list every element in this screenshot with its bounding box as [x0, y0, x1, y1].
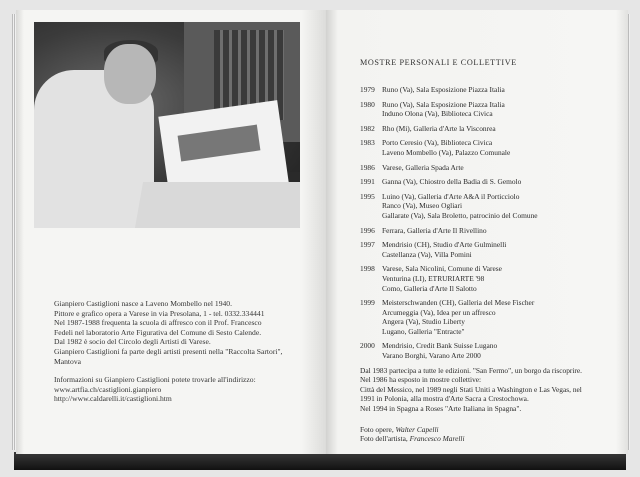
exhibition-venue: Mendrisio, Credit Bank Suisse Lugano [382, 341, 498, 351]
note-line: Dal 1983 partecipa a tutte le edizioni. "San Fermo", un borgo da riscoprire. [360, 365, 583, 375]
exhibition-entry [360, 177, 622, 187]
photo-credits [360, 425, 622, 444]
exhibition-year: 1983 [360, 138, 375, 148]
exhibitions-heading: MOSTRE PERSONALI E COLLETTIVE [360, 58, 517, 67]
exhibition-entry [360, 298, 622, 336]
exhibition-venue: Runo (Va), Sala Esposizione Piazza Italia [382, 85, 505, 94]
exhibition-entry [360, 264, 622, 293]
exhibition-year: 1991 [360, 177, 375, 187]
exhibition-entry [360, 226, 622, 236]
exhibition-notes [360, 366, 622, 414]
exhibition-venue: Varese, Galleria Spada Arte [382, 162, 464, 172]
exhibition-venue: Laveno Mombello (Va), Palazzo Comunale [382, 147, 511, 157]
exhibition-venue: Gallarate (Va), Sala Broletto, patrocinio del Comune [382, 210, 538, 220]
exhibition-venue: Angera (Va), Studio Liberty [382, 317, 465, 327]
exhibition-venue: Meisterschwanden (CH), Galleria del Mese Fischer [382, 298, 535, 308]
exhibition-entry [360, 85, 622, 95]
exhibition-venue: Runo (Va), Sala Esposizione Piazza Italia [382, 99, 505, 109]
exhibition-entry [360, 192, 622, 221]
note-line: Nel 1986 ha esposto in mostre collettive: [360, 375, 482, 385]
info-line: Informazioni su Gianpiero Castiglioni potete trovarle all'indirizzo: [54, 375, 256, 385]
credit-artist: Foto dell'artista, Francesco Marelli [360, 434, 465, 444]
artist-photo [34, 22, 300, 228]
exhibition-venue: Varese, Sala Nicolini, Comune di Varese [382, 264, 502, 274]
exhibition-venue: Lugano, Galleria "Entracte" [382, 326, 465, 336]
exhibition-entry [360, 240, 622, 259]
exhibition-year: 1995 [360, 191, 375, 201]
note-line: Città del Messico, nel 1989 negli Stati Uniti a Washington e Las Vegas, nel [360, 384, 582, 394]
exhibition-entry [360, 100, 622, 119]
exhibition-venue: Arcumeggia (Va), Idea per un affresco [382, 307, 496, 317]
exhibition-venue: Ferrara, Galleria d'Arte Il Rivellino [382, 225, 487, 235]
exhibition-venue: Ranco (Va), Museo Ogliari [382, 201, 463, 211]
artist-bio [54, 299, 316, 404]
bio-line: Nel 1987-1988 frequenta la scuola di affresco con il Prof. Francesco [54, 318, 262, 328]
info-link: http://www.caldarelli.it/castiglioni.htm [54, 394, 172, 404]
note-line: Nel 1994 in Spagna a Roses "Arte Italiana in Spagna". [360, 404, 522, 414]
bio-line: Gianpiero Castiglioni fa parte degli artisti presenti nella "Raccolta Sartori", [54, 346, 283, 356]
exhibition-venue: Rho (Mi), Galleria d'Arte la Visconrea [382, 123, 496, 133]
exhibition-year: 1979 [360, 85, 375, 94]
exhibition-year: 1996 [360, 225, 375, 235]
book-shadow [14, 452, 626, 470]
bio-line: Fedeli nel laboratorio Arte Figurativa del Comune di Sesto Calende. [54, 327, 262, 337]
exhibition-year: 1980 [360, 99, 375, 109]
exhibition-entry [360, 138, 622, 157]
exhibition-venue: Induno Olona (Va), Biblioteca Civica [382, 109, 493, 119]
exhibition-venue: Mendrisio (CH), Studio d'Arte Gulminelli [382, 240, 507, 250]
exhibition-entry [360, 341, 622, 360]
exhibition-entry [360, 124, 622, 134]
exhibition-venue: Ganna (Va), Chiostro della Badia di S. Gemolo [382, 177, 522, 187]
exhibition-venue: Como, Galleria d'Arte Il Salotto [382, 283, 477, 293]
exhibition-entry [360, 163, 622, 173]
credit-works: Foto opere, Walter Capelli [360, 424, 439, 434]
note-line: 1991 in Polonia, alla mostra d'Arte Sacra a Crestochowa. [360, 394, 529, 404]
bio-line: Pittore e grafico opera a Varese in via Presolana, 1 - tel. 0332.334441 [54, 308, 265, 318]
bio-line: Gianpiero Castiglioni nasce a Laveno Mombello nel 1940. [54, 299, 232, 308]
exhibition-year: 1997 [360, 240, 375, 250]
exhibition-venue: Castellanza (Va), Villa Pomini [382, 249, 472, 259]
exhibition-year: 1986 [360, 162, 375, 172]
info-link: www.artfia.ch/castiglioni.gianpiero [54, 384, 162, 394]
exhibition-year: 1982 [360, 123, 375, 133]
exhibition-year: 1998 [360, 264, 375, 274]
exhibition-venue: Luino (Va), Galleria d'Arte A&A il Porticciolo [382, 191, 520, 201]
exhibition-year: 1999 [360, 298, 375, 308]
bio-line: Dal 1982 è socio del Circolo degli Artisti di Varese. [54, 337, 211, 347]
exhibition-venue: Porto Ceresio (Va), Biblioteca Civica [382, 138, 493, 148]
bio-line: Mantova [54, 356, 81, 366]
exhibition-venue: Venturina (LI), ETRURIARTE '98 [382, 273, 485, 283]
exhibitions-list [360, 85, 622, 361]
exhibition-venue: Varano Borghi, Varano Arte 2000 [382, 351, 481, 361]
exhibition-year: 2000 [360, 341, 375, 351]
exhibitions-section [360, 58, 622, 444]
